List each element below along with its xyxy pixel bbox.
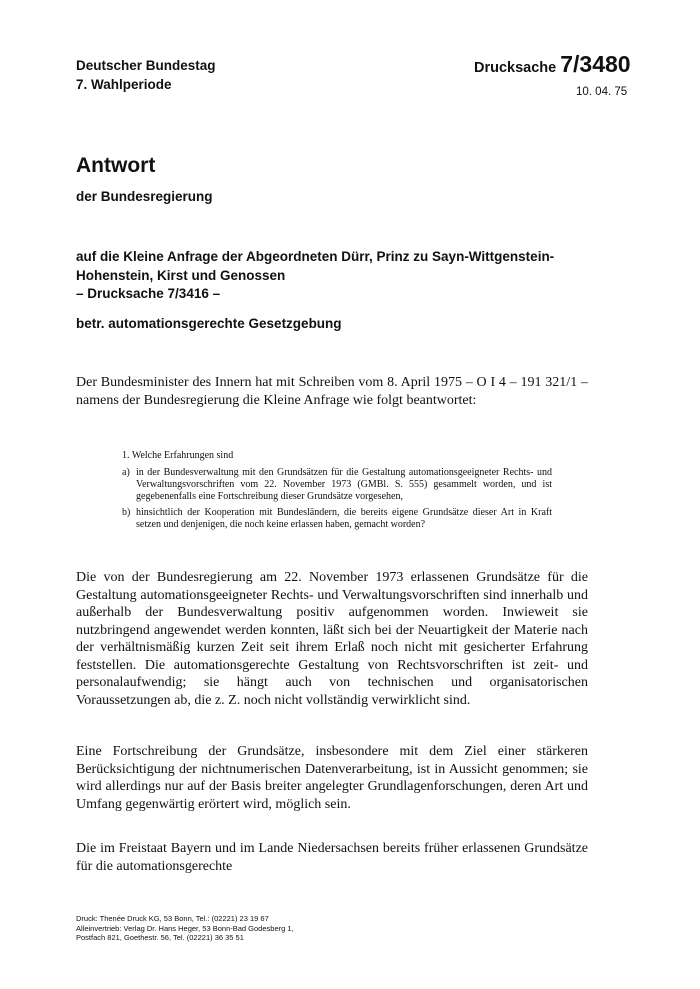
legislative-period: 7. Wahlperiode [76,77,172,92]
intro-paragraph: Der Bundesminister des Innern hat mit Schreiben vom 8. April 1975 – O I 4 – 191 321/1 – namens der Bundesregierung die Kleine Anfrage wie folgt beantwortet: [76,375,588,408]
inquiry-line-2: Hohenstein, Kirst und Genossen [76,267,286,283]
drucksache-label: Drucksache [474,60,557,76]
question-block [122,450,552,535]
question-text: hinsichtlich der Kooperation mit Bundesländern, die bereits eigene Grundsätze dieser Art in Kraft setzen und denjenigen, die noch keine erlassen haben, gemacht worden? [136,507,552,530]
question-text: in der Bundesverwaltung mit den Grundsätzen für die Gestaltung automationsgeeigneter Rechts- und Verwaltungsvorschriften vom 22. November 1973 (GMBl. S. 555) gesammelt worden, und ist gegebenenfalls eine Fortschreibung dieser Grundsätze vorgesehen, [136,467,552,502]
answer-paragraph: Eine Fortschreibung der Grundsätze, insbesondere mit dem Ziel einer stärkeren Berücksichtigung der nichtnumerischen Datenverarbeitung, ist in Aussicht genommen; sie wird allerdings nur auf der Basis breiter angelegter Grundlagenforschungen, deren Art und Umfang gegenwärtig erörtert wird, möglich sein. [76,744,588,812]
print-footer [76,914,294,943]
question-heading: 1. Welche Erfahrungen sind [122,450,234,461]
question-letter: b) [122,507,131,518]
document-title: Antwort [76,154,156,177]
parliament-name: Deutscher Bundestag [76,58,216,73]
question-item [122,507,552,531]
document-subtitle: der Bundesregierung [76,189,213,204]
header-left [76,56,216,94]
drucksache-number: 7/3480 [560,51,631,77]
question-letter: a) [122,467,130,478]
footer-address: Postfach 821, Goethestr. 56, Tel. (02221) 36 35 51 [76,933,244,942]
subject-line: betr. automationsgerechte Gesetzgebung [76,316,342,331]
answer-paragraph: Die im Freistaat Bayern und im Lande Niedersachsen bereits früher erlassenen Grundsätze für die automationsgerechte [76,841,588,874]
answer-paragraph: Die von der Bundesregierung am 22. November 1973 erlassenen Grundsätze für die Gestaltung automationsgeeigneter Rechts- und Verwaltungsvorschriften sind innerhalb und außerhalb der Bundesverwaltung positiv aufgenommen worden. Inwieweit sie nutzbringend angewendet werden konnten, läßt sich bei der Neuartigkeit der Materie nach der verhältnismäßig kurzen Zeit seit ihrem Erlaß noch nicht mit gesicherter Erfahrung feststellen. Die automationsgerechte Gestaltung von Rechtsvorschriften ist zeit- und personalaufwendig; sie hängt auch von technischen und organisatorischen Voraussetzungen ab, die z. Z. noch nicht vollständig verwirklicht sind. [76,570,588,708]
inquiry-line-3: – Drucksache 7/3416 – [76,286,221,301]
header-right [474,51,638,98]
inquiry-reference [76,248,596,304]
footer-distributor: Alleinvertrieb: Verlag Dr. Hans Heger, 53 Bonn-Bad Godesberg 1, [76,923,294,933]
footer-printer: Druck: Thenée Druck KG, 53 Bonn, Tel.: (02221) 23 19 67 [76,914,269,923]
inquiry-line-1: auf die Kleine Anfrage der Abgeordneten Dürr, Prinz zu Sayn-Wittgenstein- [76,249,555,264]
drucksache-line [474,51,638,78]
question-item [122,467,552,503]
document-date: 10. 04. 75 [576,86,628,98]
